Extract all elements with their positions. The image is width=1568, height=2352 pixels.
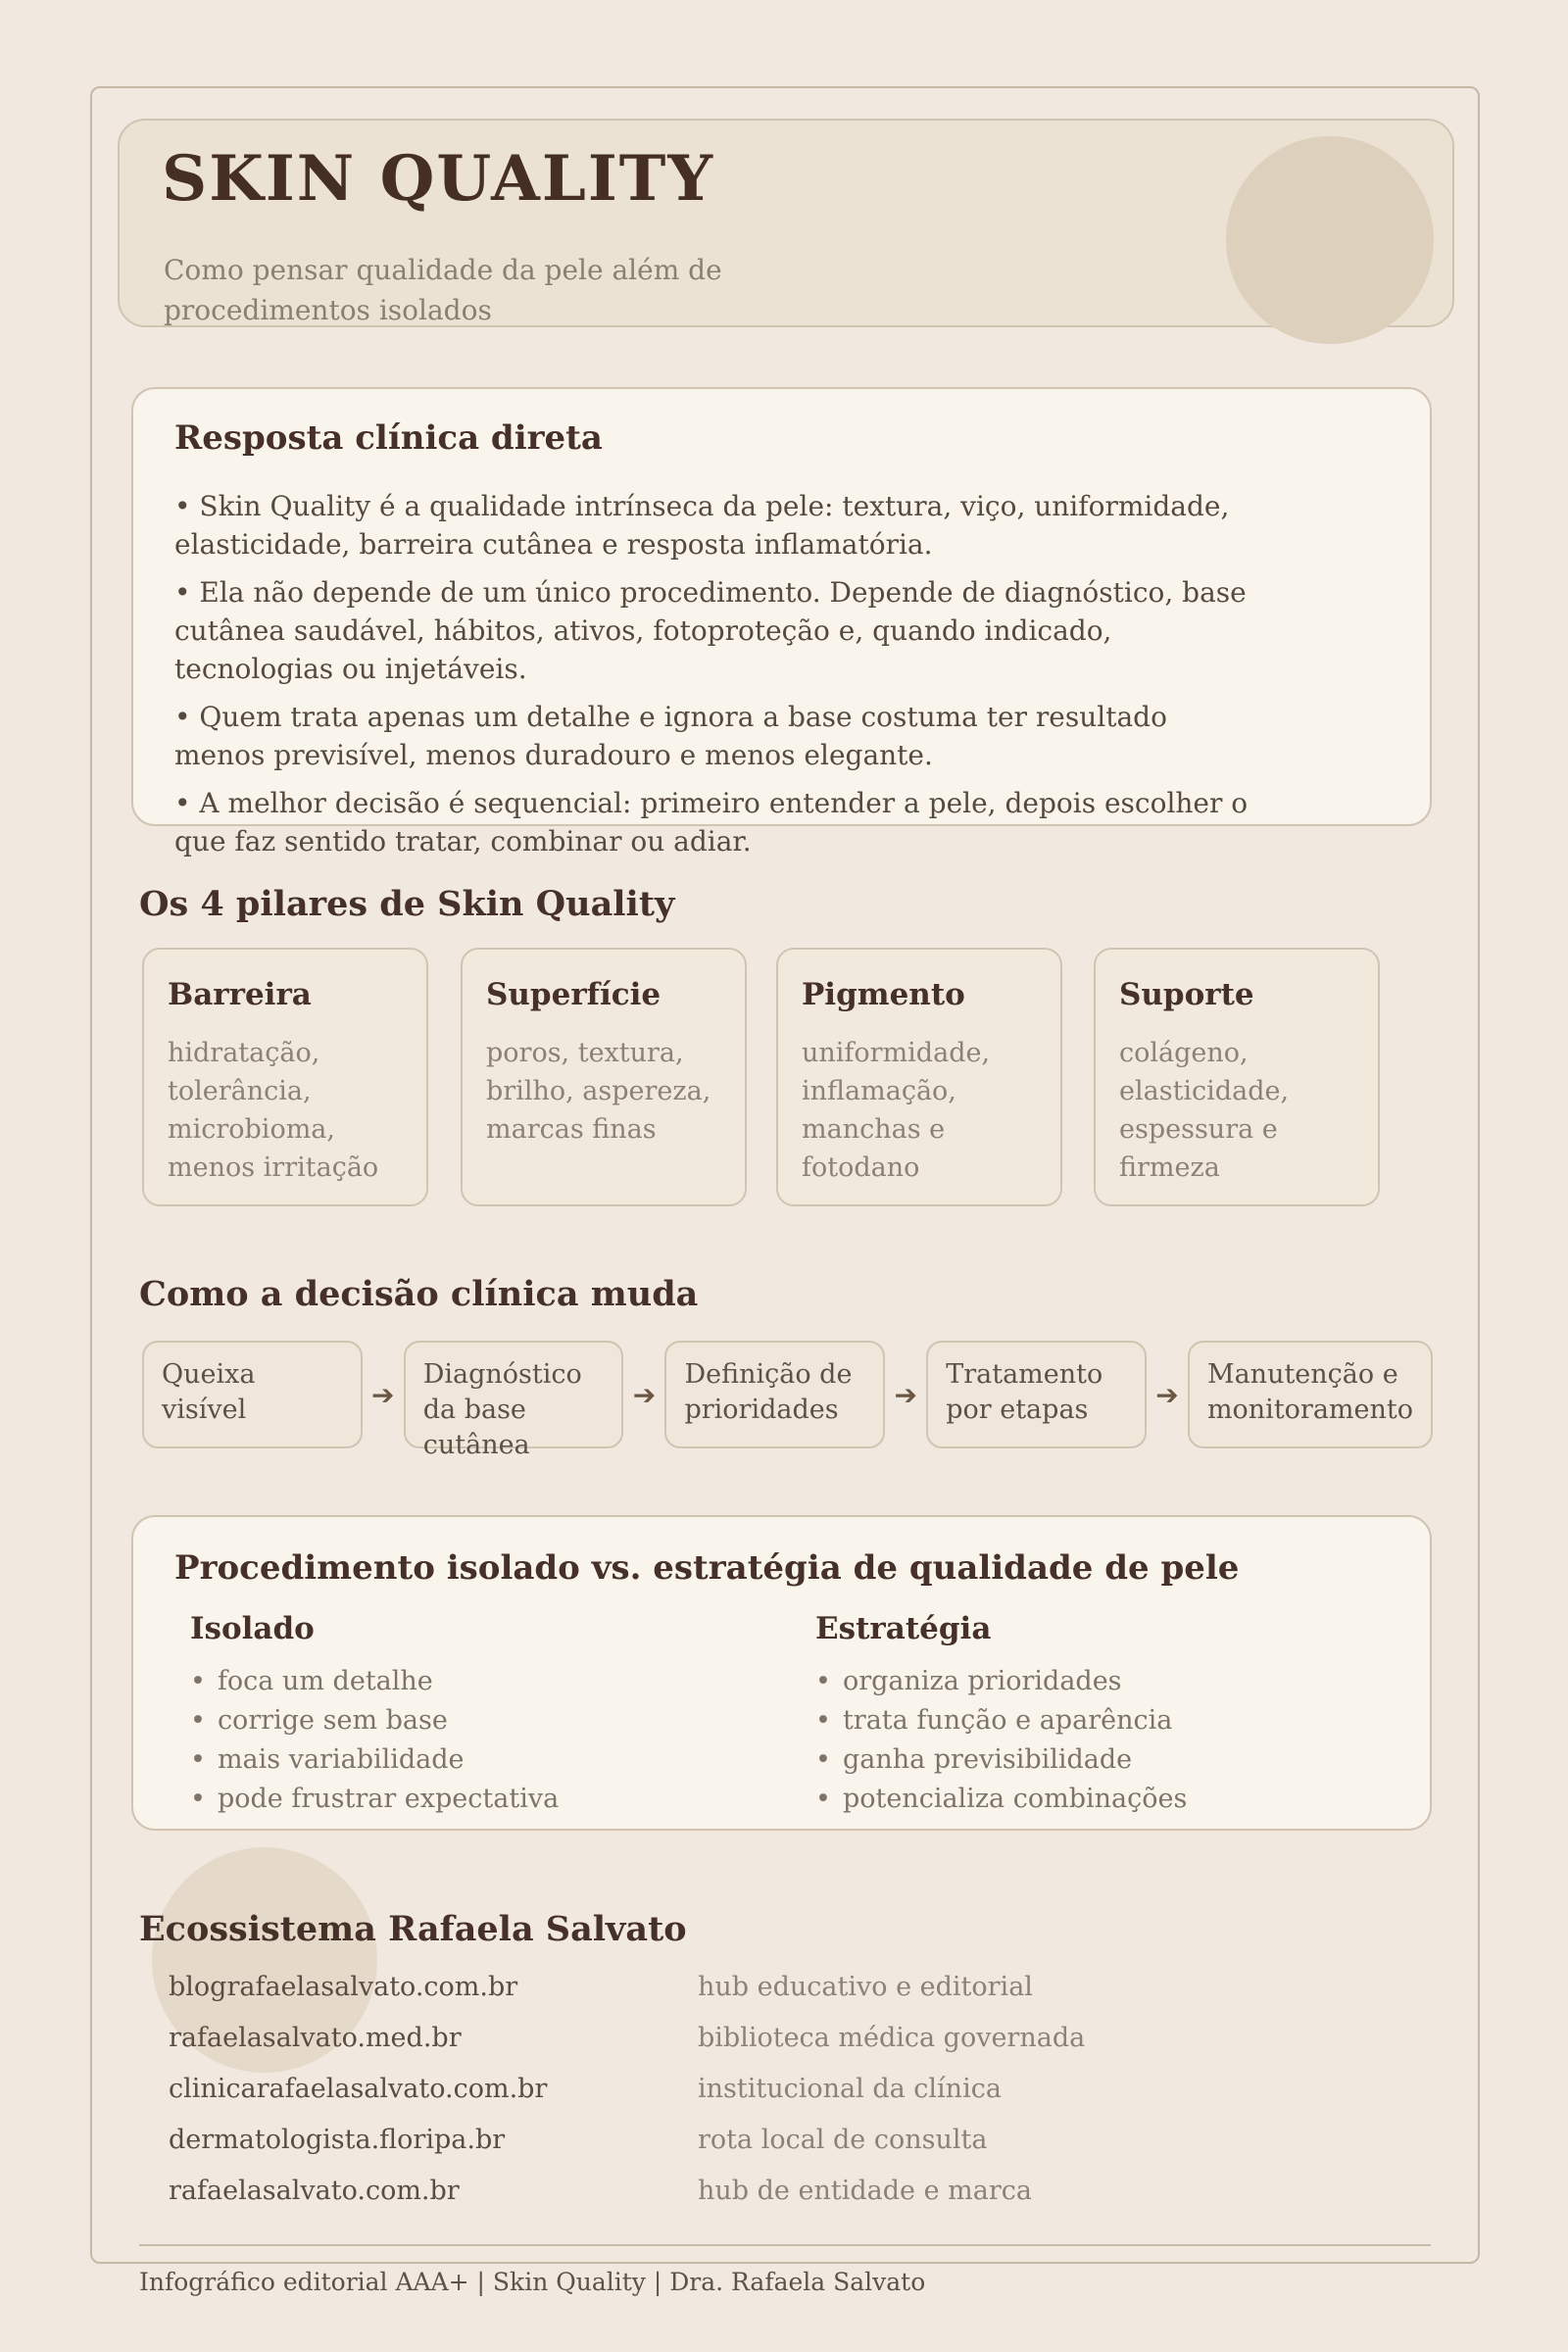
domain-link[interactable]: dermatologista.floripa.br <box>169 2125 506 2155</box>
pillar-title: Barreira <box>168 977 312 1012</box>
list-item-text: organiza prioridades <box>842 1666 1122 1696</box>
decorative-circle <box>1226 136 1434 344</box>
footer-credit: Infográfico editorial AAA+ | Skin Quality | Dra. Rafaela Salvato <box>139 2268 926 2296</box>
resposta-bullet: • A melhor decisão é sequencial: primeiro entender a pele, depois escolher o que faz sentido tratar, combinar ou adiar. <box>174 787 1249 858</box>
link-row <box>169 2023 1085 2074</box>
pillar-title: Superfície <box>486 977 662 1012</box>
flow-step-diagnostico: Diagnóstico da base cutânea <box>404 1341 624 1448</box>
list-item <box>190 1701 759 1740</box>
domain-description: hub educativo e editorial <box>698 1972 1033 2002</box>
page-subtitle: Como pensar qualidade da pele além de procedimentos isolados <box>164 254 722 326</box>
flow-step-prioridades: Definição de prioridades <box>664 1341 885 1448</box>
list-item <box>190 1780 759 1819</box>
pillar-card-superficie <box>461 948 747 1206</box>
bullet-icon: • <box>815 1666 831 1696</box>
pillar-desc: hidratação, tolerância, microbioma, menos irritação <box>168 1038 379 1183</box>
bullet-icon: • <box>190 1784 206 1814</box>
flow-step-manutencao: Manutenção e monitoramento <box>1188 1341 1433 1448</box>
list-item-text: ganha previsibilidade <box>842 1744 1133 1775</box>
arrow-right-icon: ➔ <box>371 1378 395 1411</box>
pillar-title: Suporte <box>1119 977 1254 1012</box>
flow-step-queixa: Queixa visível <box>142 1341 363 1448</box>
bullet-icon: • <box>190 1705 206 1736</box>
bullet-icon: • <box>190 1744 206 1775</box>
estrategia-list <box>815 1662 1384 1819</box>
list-item <box>815 1780 1384 1819</box>
arrow-right-icon: ➔ <box>1155 1378 1179 1411</box>
domain-description: hub de entidade e marca <box>698 2176 1032 2206</box>
bullet-icon: • <box>815 1784 831 1814</box>
section-resposta-clinica <box>131 387 1432 858</box>
decision-flow <box>142 1341 1433 1460</box>
link-row <box>169 2176 1085 2227</box>
pillar-desc: poros, textura, brilho, aspereza, marcas finas <box>486 1038 711 1145</box>
resposta-title: Resposta clínica direta <box>174 418 603 458</box>
list-item-text: pode frustrar expectativa <box>217 1784 560 1814</box>
arrow-right-icon: ➔ <box>632 1378 657 1411</box>
column-title: Estratégia <box>815 1611 992 1646</box>
domain-description: biblioteca médica governada <box>698 2023 1086 2053</box>
pillar-desc: uniformidade, inflamação, manchas e fotodano <box>802 1038 991 1183</box>
resposta-bullet: • Ela não depende de um único procedimento. Depende de diagnóstico, base cutânea saudável, hábitos, ativos, fotoproteção e, quando indicado, tecnologias ou injetáveis. <box>174 576 1247 685</box>
footer-divider <box>139 2244 1431 2246</box>
page-title: SKIN QUALITY <box>162 142 715 216</box>
pillar-card-suporte <box>1094 948 1380 1206</box>
flow-step-tratamento: Tratamento por etapas <box>926 1341 1147 1448</box>
decisao-heading: Como a decisão clínica muda <box>139 1274 699 1314</box>
list-item-text: foca um detalhe <box>217 1666 433 1696</box>
domain-link[interactable]: blografaelasalvato.com.br <box>169 1972 518 2002</box>
pillar-desc: colágeno, elasticidade, espessura e firmeza <box>1119 1038 1290 1183</box>
header-card <box>118 119 1454 327</box>
ecossistema-links <box>169 1972 1085 2227</box>
pillar-card-pigmento <box>776 948 1062 1206</box>
link-row <box>169 1972 1085 2023</box>
list-item <box>815 1701 1384 1740</box>
list-item-text: mais variabilidade <box>217 1744 465 1775</box>
column-estrategia <box>815 1611 1384 1819</box>
domain-description: institucional da clínica <box>698 2074 1002 2104</box>
section-comparacao <box>131 1515 1432 1831</box>
list-item-text: trata função e aparência <box>842 1705 1173 1736</box>
list-item <box>815 1740 1384 1780</box>
pillar-title: Pigmento <box>802 977 965 1012</box>
pilares-heading: Os 4 pilares de Skin Quality <box>139 884 675 924</box>
resposta-bullet: • Skin Quality é a qualidade intrínseca da pele: textura, viço, uniformidade, elasticidade, barreira cutânea e resposta inflamatória. <box>174 490 1230 561</box>
bullet-icon: • <box>190 1666 206 1696</box>
domain-link[interactable]: clinicarafaelasalvato.com.br <box>169 2074 548 2104</box>
domain-link[interactable]: rafaelasalvato.com.br <box>169 2176 460 2206</box>
list-item-text: corrige sem base <box>217 1705 448 1736</box>
ecossistema-heading: Ecossistema Rafaela Salvato <box>139 1909 687 1949</box>
list-item <box>190 1662 759 1701</box>
link-row <box>169 2125 1085 2176</box>
isolado-list <box>190 1662 759 1819</box>
comparacao-title: Procedimento isolado vs. estratégia de qualidade de pele <box>174 1548 1240 1588</box>
arrow-right-icon: ➔ <box>894 1378 917 1411</box>
pillar-card-barreira <box>142 948 428 1206</box>
list-item <box>190 1740 759 1780</box>
list-item <box>815 1662 1384 1701</box>
resposta-bullet: • Quem trata apenas um detalhe e ignora a base costuma ter resultado menos previsível, menos duradouro e menos elegante. <box>174 701 1167 771</box>
bullet-icon: • <box>815 1744 831 1775</box>
column-title: Isolado <box>190 1611 315 1646</box>
resposta-bullets <box>174 487 1252 870</box>
domain-link[interactable]: rafaelasalvato.med.br <box>169 2023 462 2053</box>
list-item-text: potencializa combinações <box>842 1784 1188 1814</box>
column-isolado <box>190 1611 759 1819</box>
link-row <box>169 2074 1085 2125</box>
bullet-icon: • <box>815 1705 831 1736</box>
domain-description: rota local de consulta <box>698 2125 988 2155</box>
